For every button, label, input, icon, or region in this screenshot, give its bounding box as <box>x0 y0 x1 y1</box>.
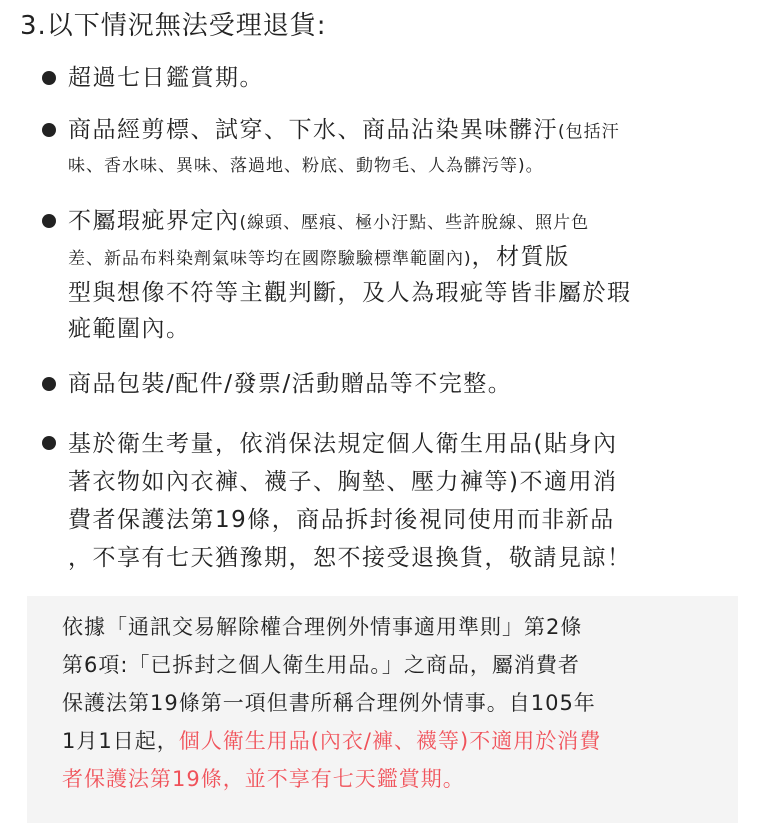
item-note: (線頭、壓痕、極小汙點、些許脫線、照片色 <box>239 213 590 233</box>
notice-line: 第6項:「已拆封之個人衛生用品。」之商品，屬消費者 <box>62 653 580 677</box>
bullet-icon <box>42 123 56 137</box>
item-text: 疵範圍內。 <box>68 316 191 342</box>
notice-line: 1月1日起， <box>62 729 179 753</box>
list-item <box>42 426 742 578</box>
notice-line: 依據「通訊交易解除權合理例外情事適用準則」第2條 <box>62 615 583 639</box>
item-text: ，材質版 <box>471 244 570 270</box>
item-note: 味、香水味、異味、落過地、粉底、動物毛、人為髒污等)。 <box>68 156 544 176</box>
item-text: 著衣物如內衣褲、襪子、胸墊、壓力褲等)不適用消 <box>68 469 618 495</box>
item-text: 型與想像不符等主觀判斷，及人為瑕疵等皆非屬於瑕 <box>68 280 632 306</box>
notice-text <box>62 608 722 798</box>
notice-highlight: 者保護法第19條，並不享有七天鑑賞期。 <box>62 767 465 791</box>
list-item <box>42 113 742 183</box>
section-title: 3.以下情況無法受理退貨: <box>20 11 327 41</box>
notice-highlight: 個人衛生用品(內衣/褲、襪等)不適用於消費 <box>178 729 602 753</box>
bullet-icon <box>42 436 56 450</box>
item-note: (包括汗 <box>558 122 620 142</box>
item-text: 費者保護法第19條，商品拆封後視同使用而非新品 <box>68 507 615 533</box>
list-item <box>42 61 742 97</box>
notice-box <box>27 596 738 823</box>
item-note: 差、新品布料染劑氣味等均在國際驗驗標準範圍內) <box>68 249 472 269</box>
item-text: 商品經剪標、試穿、下水、商品沾染異味髒汙 <box>68 117 558 143</box>
bullet-icon <box>42 377 56 391</box>
bullet-icon <box>42 71 56 85</box>
item-text: 不屬瑕疵界定內 <box>68 208 240 234</box>
item-text: 基於衛生考量，依消保法規定個人衛生用品(貼身內 <box>68 431 618 457</box>
notice-line: 保護法第19條第一項但書所稱合理例外情事。自105年 <box>62 691 596 715</box>
list-item <box>42 367 742 403</box>
item-text: 商品包裝/配件/發票/活動贈品等不完整。 <box>68 371 513 397</box>
bullet-icon <box>42 214 56 228</box>
item-text: ，不享有七天猶豫期，恕不接受退換貨，敬請見諒！ <box>68 545 632 571</box>
item-text: 超過七日鑑賞期。 <box>68 65 264 91</box>
list-item <box>42 204 742 348</box>
